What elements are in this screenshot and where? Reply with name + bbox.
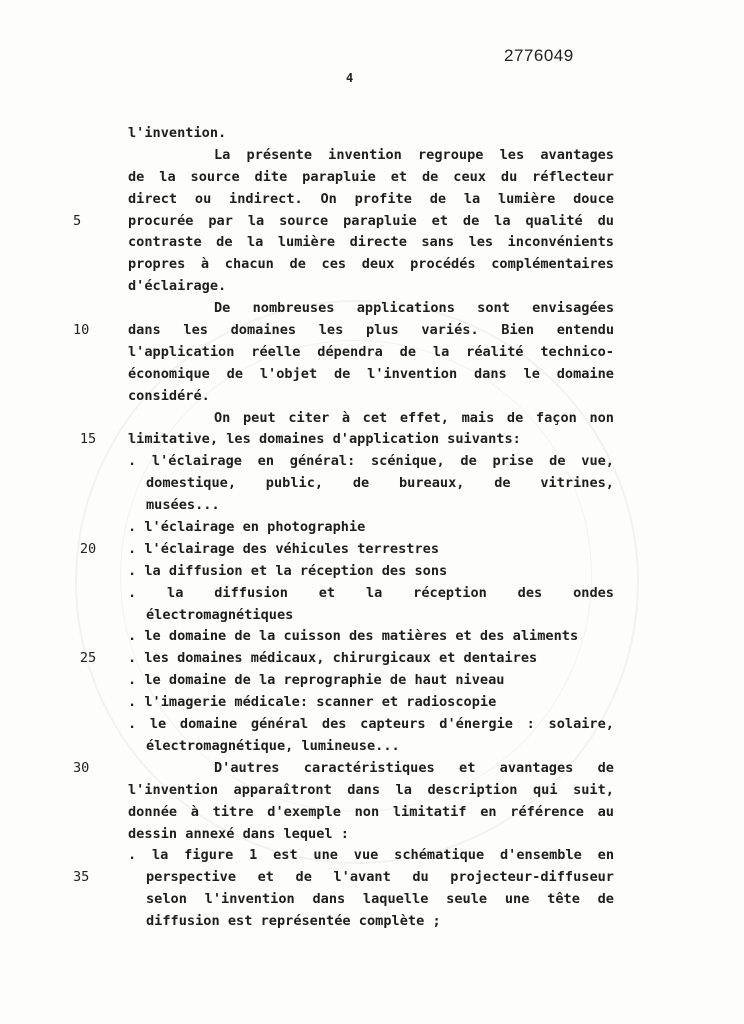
text-line — [73, 211, 614, 233]
text-line — [128, 736, 614, 758]
text-line — [128, 845, 614, 867]
line-text: . l'éclairage en général: scénique, de prise de vue, — [128, 453, 614, 470]
text-line — [128, 232, 614, 254]
line-text: dessin annexé dans lequel : — [128, 825, 349, 842]
line-text: diffusion est représentée complète ; — [146, 913, 441, 930]
line-number: 20 — [79, 540, 97, 557]
text-line — [128, 714, 614, 736]
text-line — [128, 802, 614, 824]
text-line — [128, 451, 614, 473]
line-text: propres à chacun de ces deux procédés complémentaires — [128, 256, 614, 273]
page-number: 4 — [346, 71, 354, 85]
line-text: . la diffusion et la réception des ondes — [128, 584, 614, 601]
text-line — [128, 889, 614, 911]
line-number: 5 — [73, 212, 82, 229]
text-line — [79, 539, 614, 561]
document-number: 2776049 — [504, 46, 574, 65]
body-text — [73, 123, 614, 933]
line-text: . le domaine de la cuisson des matières et des aliments — [128, 628, 579, 645]
line-text: De nombreuses applications sont envisagées — [214, 300, 614, 317]
line-text: . l'éclairage en photographie — [128, 519, 366, 536]
line-text: . les domaines médicaux, chirurgicaux et dentaires — [128, 650, 538, 667]
line-number: 10 — [73, 322, 90, 339]
text-line — [128, 670, 614, 692]
line-text: d'éclairage. — [128, 278, 227, 295]
line-text: perspective et de l'avant du projecteur-diffuseur — [146, 869, 614, 886]
line-text: limitative, les domaines d'application suivants: — [128, 431, 521, 448]
line-text: La présente invention regroupe les avantages — [214, 146, 614, 163]
line-text: économique de l'objet de l'invention dans le domaine — [128, 365, 614, 382]
text-line — [128, 517, 614, 539]
text-line — [128, 254, 614, 276]
text-line — [128, 824, 614, 846]
text-line — [128, 123, 614, 145]
line-text: de la source dite parapluie et de ceux du réflecteur — [128, 168, 614, 185]
line-number: 35 — [73, 869, 90, 886]
line-text: domestique, public, de bureaux, de vitrines, — [146, 475, 614, 492]
line-text: contraste de la lumière directe sans les inconvénients — [128, 234, 614, 251]
text-line — [128, 605, 614, 627]
text-line — [128, 561, 614, 583]
text-line — [79, 648, 614, 670]
line-text: . la diffusion et la réception des sons — [128, 562, 448, 579]
text-line — [128, 276, 614, 298]
text-line — [128, 626, 614, 648]
line-text: D'autres caractéristiques et avantages de — [214, 759, 614, 776]
text-line — [73, 758, 614, 780]
line-text: direct ou indirect. On profite de la lumière douce — [128, 190, 614, 207]
text-line — [128, 473, 614, 495]
text-line — [128, 342, 614, 364]
text-line — [128, 780, 614, 802]
text-line — [128, 911, 614, 933]
line-text: procurée par la source parapluie et de la qualité du — [128, 212, 614, 229]
line-text: . le domaine de la reprographie de haut niveau — [128, 672, 505, 689]
text-line — [73, 320, 614, 342]
text-line — [128, 495, 614, 517]
text-line — [128, 692, 614, 714]
text-line — [128, 189, 614, 211]
line-text: donnée à titre d'exemple non limitatif en référence au — [128, 803, 614, 820]
line-text: . le domaine général des capteurs d'énergie : solaire, — [128, 716, 614, 733]
text-line — [128, 298, 614, 320]
line-number: 25 — [79, 650, 97, 667]
text-line — [128, 408, 614, 430]
text-line — [73, 867, 614, 889]
line-text: . la figure 1 est une vue schématique d'ensemble en — [128, 847, 614, 864]
line-text: l'invention. — [128, 125, 227, 141]
line-number: 15 — [79, 431, 97, 448]
line-text: l'application réelle dépendra de la réalité technico- — [128, 343, 614, 360]
line-text: . l'imagerie médicale: scanner et radioscopie — [128, 694, 497, 711]
text-line — [128, 145, 614, 167]
text-line — [128, 386, 614, 408]
line-text: . l'éclairage des véhicules terrestres — [128, 540, 439, 557]
line-text: considéré. — [128, 387, 210, 404]
line-text: selon l'invention dans laquelle seule une tête de — [146, 891, 614, 908]
line-text: musées... — [146, 497, 220, 514]
text-line — [128, 167, 614, 189]
text-line — [128, 583, 614, 605]
line-text: électromagnétiques — [146, 606, 294, 623]
text-line — [79, 429, 614, 451]
line-number: 30 — [73, 759, 90, 776]
text-line — [128, 364, 614, 386]
line-text: dans les domaines les plus variés. Bien entendu — [128, 322, 614, 339]
line-text: l'invention apparaîtront dans la description qui suit, — [128, 781, 614, 798]
line-text: électromagnétique, lumineuse... — [146, 737, 400, 754]
line-text: On peut citer à cet effet, mais de façon non — [214, 409, 614, 426]
